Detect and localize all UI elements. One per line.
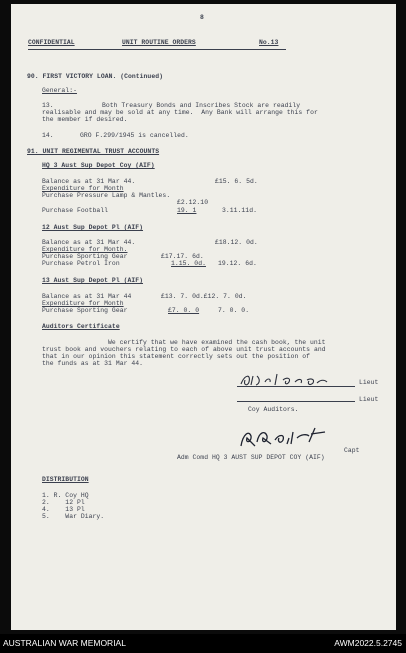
coy-auditors-label: Coy Auditors. bbox=[248, 406, 299, 413]
expenditure-item: Purchase Pressure Lamp & Mantles. bbox=[42, 192, 171, 199]
signature-line bbox=[237, 386, 355, 387]
archive-footer bbox=[0, 634, 406, 653]
expenditure-amount: £17.17. 6d. bbox=[161, 253, 204, 260]
unit-heading: HQ 3 Aust Sup Depot Coy (AIF) bbox=[42, 162, 155, 169]
para-14-number: 14. bbox=[42, 132, 54, 139]
expenditure-amount: 1.15. 0d. bbox=[171, 260, 206, 267]
remaining-amount: 7. 0. 0. bbox=[218, 307, 250, 314]
certificate-line-3: that in our opinion this statement correctly sets out the position of bbox=[42, 353, 311, 360]
expenditure-label: Expenditure for Month bbox=[42, 300, 124, 307]
auditor-rank-2: Lieut bbox=[359, 396, 379, 403]
signature-line bbox=[237, 401, 355, 402]
para-13-line-1: Both Treasury Bonds and Inscribes Stock are readily bbox=[102, 102, 301, 109]
para-13-line-3: the member if desired. bbox=[42, 116, 128, 123]
certificate-line-4: the funds as at 31 Mar 44. bbox=[42, 360, 144, 367]
balance-amount: £15. 6. 5d. bbox=[215, 178, 258, 185]
unit-heading: 13 Aust Sup Depot Pl (AIF) bbox=[42, 277, 144, 284]
archive-name: AUSTRALIAN WAR MEMORIAL bbox=[3, 638, 126, 648]
classification-label: CONFIDENTIAL bbox=[28, 39, 75, 46]
distribution-item: 1. R. Coy HQ bbox=[42, 492, 89, 499]
certificate-line-2: trust book and vouchers relating to each of above unit trust accounts and bbox=[42, 346, 326, 353]
expenditure-label: Expenditure for Month. bbox=[42, 246, 128, 253]
balance-amount: £13. 7. 0d.£12. 7. 0d. bbox=[161, 293, 247, 300]
commander-signature bbox=[237, 424, 337, 452]
page-number: 8 bbox=[200, 14, 204, 21]
expenditure-item: Purchase Petrol Iron bbox=[42, 260, 120, 267]
expenditure-item: Purchase Sporting Gear bbox=[42, 253, 128, 260]
auditor-signature bbox=[237, 370, 357, 390]
para-13-line-2: realisable and may be sold at any time. Any Bank will arrange this for bbox=[42, 109, 318, 116]
item-91-heading: 91. UNIT REGIMENTAL TRUST ACCOUNTS bbox=[27, 148, 160, 155]
commander-rank: Capt bbox=[344, 447, 360, 454]
para-14-text: GRO F.299/1945 is cancelled. bbox=[80, 132, 189, 139]
expenditure-label: Expenditure for Month bbox=[42, 185, 124, 192]
distribution-item: 5. War Diary. bbox=[42, 513, 105, 520]
expenditure-amount: £2.12.10 bbox=[177, 199, 209, 206]
auditors-certificate-heading: Auditors Certificate bbox=[42, 323, 120, 330]
commander-appointment: Adm Comd HQ 3 AUST SUP DEPOT COY (AIF) bbox=[177, 454, 325, 461]
general-label: General:- bbox=[42, 87, 77, 94]
document-page bbox=[11, 4, 396, 630]
para-13-number: 13. bbox=[42, 102, 54, 109]
unit-heading: 12 Aust Sup Depot Pl (AIF) bbox=[42, 224, 144, 231]
order-number: No.13 bbox=[259, 39, 279, 46]
distribution-item: 2. 12 Pl bbox=[42, 499, 85, 506]
distribution-heading: DISTRIBUTION bbox=[42, 476, 89, 483]
expenditure-amount: 19. 1 bbox=[177, 207, 197, 214]
auditor-rank-1: Lieut bbox=[359, 379, 379, 386]
balance-amount: £18.12. 0d. bbox=[215, 239, 258, 246]
remaining-amount: 3.11.11d. bbox=[222, 207, 257, 214]
archive-reference: AWM2022.5.2745 bbox=[334, 638, 402, 648]
balance-label: Balance as at 31 Mar 44 bbox=[42, 293, 132, 300]
item-90-heading: 90. FIRST VICTORY LOAN. (Continued) bbox=[27, 73, 163, 80]
distribution-item: 4. 13 Pl bbox=[42, 506, 85, 513]
expenditure-item: Purchase Football bbox=[42, 207, 109, 214]
balance-label: Balance as at 31 Mar 44. bbox=[42, 178, 136, 185]
expenditure-item: Purchase Sporting Gear bbox=[42, 307, 128, 314]
remaining-amount: 19.12. 6d. bbox=[218, 260, 257, 267]
balance-label: Balance as at 31 Mar 44. bbox=[42, 239, 136, 246]
certificate-line-1: We certify that we have examined the cash book, the unit bbox=[108, 339, 326, 346]
header-divider bbox=[28, 49, 286, 50]
expenditure-amount: £7. 0. 0 bbox=[168, 307, 200, 314]
document-title: UNIT ROUTINE ORDERS bbox=[122, 39, 196, 46]
